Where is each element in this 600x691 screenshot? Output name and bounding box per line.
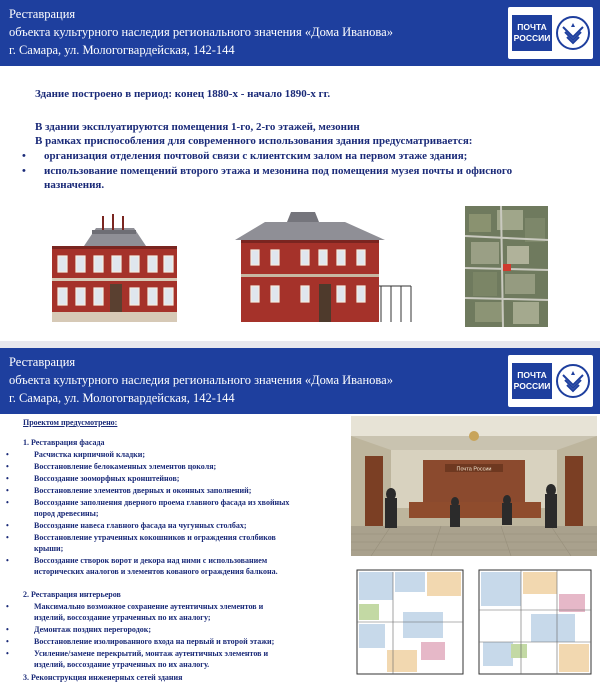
logo-line-1: ПОЧТА <box>517 22 547 32</box>
list-item-text: Восстановление белокаменных элементов цоколя; <box>34 462 217 471</box>
used-floors-text: В здании эксплуатируются помещения 1-го, 2-го этажей, мезонин <box>35 121 360 133</box>
russian-post-logo <box>508 7 593 59</box>
list-item-text: Восстановление элементов дверных и оконных заполнений; <box>34 486 252 495</box>
list-item: • Максимально возможное сохранение аутентичных элементов и <box>6 602 264 611</box>
floor-plans-image <box>351 564 597 678</box>
list-item-continued: изделий, воссоздание утраченных по их аналогу; <box>34 613 211 622</box>
render-sign-text: Почта России <box>456 466 492 473</box>
header-line-1: Реставрация <box>9 355 76 369</box>
built-period-text: Здание построено в период: конец 1880-х - начало 1890-х гг. <box>35 88 331 100</box>
bullet-2: • использование помещений второго этажа и мезонина под помещения музея почты и офисного назначения. <box>22 165 513 191</box>
list-item-continued: изделий, воссоздание утраченных по их аналогу. <box>34 660 210 669</box>
bullet-1: • организация отделения почтовой связи с клиентским залом на первом этаже здания; <box>22 150 468 162</box>
list-item-text: Восстановление изолированного входа на первый и второй этажи; <box>34 637 275 646</box>
adaptation-text: В рамках приспособления для современного использования здания предусматривается: <box>35 135 473 147</box>
interior-render-image <box>351 416 597 556</box>
list-item-text: Усиление/замене перекрытий, монтаж аутентичных элементов и <box>34 649 269 658</box>
slide-2-header <box>0 348 600 414</box>
post-eagle-icon <box>556 363 590 399</box>
list-item-text: Расчистка кирпичной кладки; <box>34 450 146 459</box>
slide-2 <box>0 348 600 691</box>
list-item: • Восстановление белокаменных элементов цоколя; <box>6 462 217 471</box>
section-3-title: 3. Реконструкция инженерных сетей здания <box>23 673 183 682</box>
list-item-text: Воссоздание зооморфных кронштейнов; <box>34 474 180 483</box>
russian-post-logo <box>508 355 593 407</box>
project-scope-list <box>0 414 345 691</box>
list-item-text: Восстановление утраченных кокошников и ограждения столбиков <box>34 533 276 542</box>
list-item-text: Максимально возможное сохранение аутентичных элементов и <box>34 602 264 611</box>
list-item-text: Демонтаж поздних перегородок; <box>34 625 152 634</box>
list-item: • Усиление/замене перекрытий, монтаж аутентичных элементов и <box>6 649 269 658</box>
facade-side-drawing <box>235 210 413 322</box>
slide-1-body <box>0 66 600 202</box>
list-item: • Восстановление утраченных кокошников и ограждения столбиков <box>6 533 276 542</box>
list-item: • Воссоздание зооморфных кронштейнов; <box>6 474 180 483</box>
facade-front-drawing <box>52 212 177 322</box>
header-line-3: г. Самара, ул. Мологогвардейская, 142-144 <box>9 43 235 57</box>
list-item-continued: пород древесины; <box>34 509 99 518</box>
header-line-2: объекта культурного наследия регионального значения «Дома Иванова» <box>9 373 393 387</box>
list-item-continued: исторических аналогов и элементов кованого ограждения балкона. <box>34 567 278 576</box>
logo-text <box>512 363 552 399</box>
slide-1-header <box>0 0 600 66</box>
logo-line-2: РОССИИ <box>513 33 551 43</box>
list-item: • Воссоздание створок ворот и декора над ними с использованием <box>6 556 268 565</box>
aerial-map-image <box>465 206 548 327</box>
list-item: • Восстановление элементов дверных и оконных заполнений; <box>6 486 252 495</box>
logo-line-1: ПОЧТА <box>517 370 547 380</box>
list-item-continued: крыши; <box>34 544 64 553</box>
list-item: • Расчистка кирпичной кладки; <box>6 450 146 459</box>
header-line-2: объекта культурного наследия регионального значения «Дома Иванова» <box>9 25 393 39</box>
bullet-2-text: использование помещений второго этажа и мезонина под помещения музея почты и офисного назначения. <box>44 165 513 191</box>
list-item: • Демонтаж поздних перегородок; <box>6 625 152 634</box>
slide-1 <box>0 0 600 341</box>
list-item: • Воссоздание заполнения дверного проема главного фасада из хвойных <box>6 498 290 507</box>
post-eagle-icon <box>556 15 590 51</box>
section-1-title: 1. Реставрация фасада <box>23 438 105 447</box>
section-2-title: 2. Реставрация интерьеров <box>23 590 121 599</box>
list-item-text: Воссоздание створок ворот и декора над ними с использованием <box>34 556 268 565</box>
list-item-text: Воссоздание заполнения дверного проема главного фасада из хвойных <box>34 498 290 507</box>
project-intro: Проектом предусмотрено: <box>23 418 118 427</box>
slide-separator <box>0 341 600 348</box>
logo-text <box>512 15 552 51</box>
logo-line-2: РОССИИ <box>513 381 551 391</box>
header-line-1: Реставрация <box>9 7 76 21</box>
list-item-text: Воссоздание навеса главного фасада на чугунных столбах; <box>34 521 247 530</box>
header-line-3: г. Самара, ул. Мологогвардейская, 142-144 <box>9 391 235 405</box>
list-item: • Восстановление изолированного входа на первый и второй этажи; <box>6 637 275 646</box>
list-item: • Воссоздание навеса главного фасада на чугунных столбах; <box>6 521 247 530</box>
bullet-1-text: организация отделения почтовой связи с клиентским залом на первом этаже здания; <box>44 150 468 162</box>
